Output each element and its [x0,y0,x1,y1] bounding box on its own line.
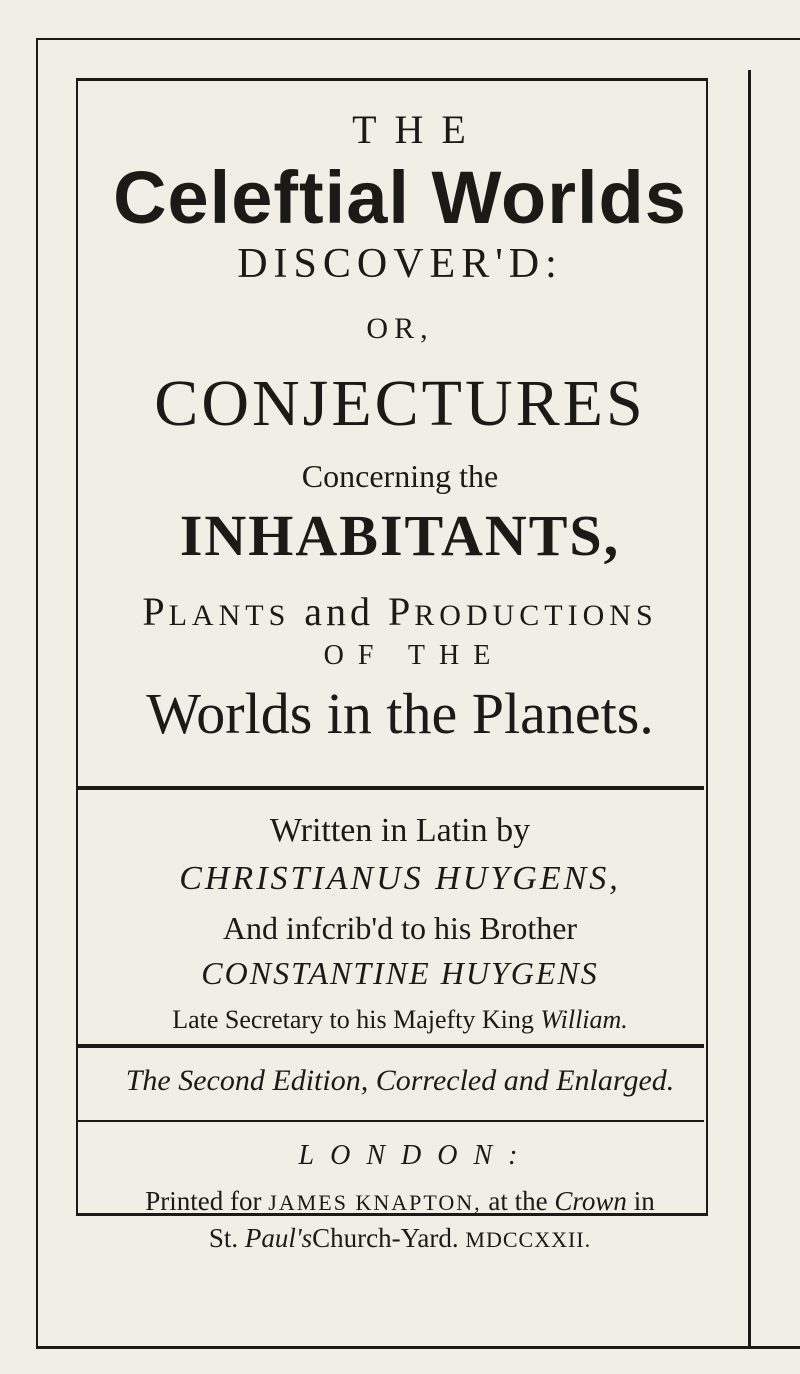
divider-middle [78,1044,704,1048]
divider-lower [78,1120,704,1122]
title-plants-productions [0,588,800,635]
top-outer-rule [36,38,800,40]
imprint-year: MDCCXXII. [465,1227,592,1252]
title-the: THE [352,107,484,152]
plants-rest: LANTS [168,599,291,632]
st-text: St. [208,1223,239,1253]
king-name: William. [540,1005,628,1034]
inscribed-line: And infcrib'd to his Brother [222,910,578,946]
imprint-printed-for [0,1186,800,1217]
title-of-the: OF THE [323,640,505,671]
productions-initial: P [388,589,415,634]
divider-upper [78,786,704,790]
printer-name: JAMES KNAPTON, [268,1190,482,1215]
author-name: CHRISTIANUS HUYGENS, [179,860,621,897]
edition-statement: The Second Edition, Correcled and Enlarged. [125,1064,675,1097]
in-text: in [633,1186,655,1216]
brother-name: CONSTANTINE HUYGENS [201,955,599,991]
title-discovered: DISCOVER'D: [237,241,563,287]
title-concerning: Concerning the [301,458,499,494]
plants-initial: P [142,589,169,634]
printed-for-text: Printed for [145,1186,262,1216]
written-in-latin: Written in Latin by [269,812,531,849]
late-secretary-line [0,1005,800,1035]
title-celestial-worlds: Celeftial Worlds [113,156,687,239]
paul-name: Paul's [244,1223,313,1253]
productions-rest: RODUCTIONS [414,599,658,632]
crown-sign: Crown [554,1186,627,1216]
title-or: OR, [366,312,434,345]
title-worlds-in-planets: Worlds in the Planets. [146,681,654,746]
title-inhabitants: INHABITANTS, [179,503,621,568]
at-the-text: at the [488,1186,548,1216]
church-yard-text: Church-Yard. [312,1223,459,1253]
title-conjectures: CONJECTURES [154,367,646,440]
bottom-outer-rule [36,1346,800,1349]
and-word: and [304,589,375,634]
late-secretary-text: Late Secretary to his Majefty King [172,1005,534,1034]
imprint-church-yard [0,1223,800,1254]
imprint-city: LONDON: [298,1140,534,1171]
